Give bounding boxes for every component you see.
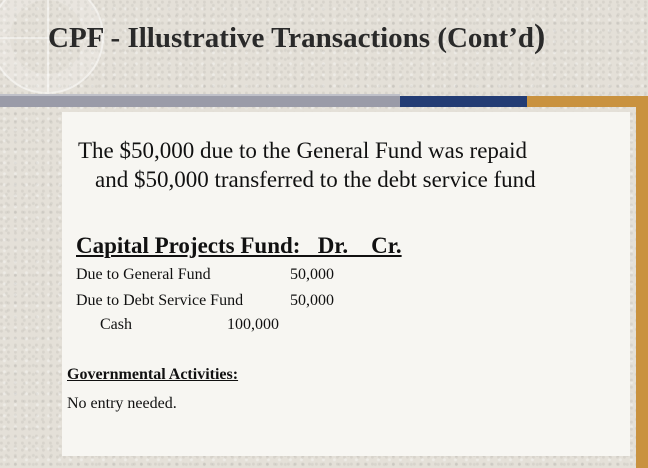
side-accent-bar bbox=[636, 107, 648, 468]
divider-bar-gold bbox=[527, 96, 648, 107]
divider-bar-grey bbox=[0, 96, 400, 107]
entry-credit-amount: 100,000 bbox=[227, 316, 279, 333]
journal-heading: Capital Projects Fund: Dr. Cr. bbox=[76, 233, 402, 258]
slide-title bbox=[48, 18, 545, 56]
intro-line-1: The $50,000 due to the General Fund was repaid bbox=[78, 138, 528, 163]
intro-line-2: and $50,000 transferred to the debt service fund bbox=[95, 167, 536, 192]
divider-bar-blue bbox=[400, 96, 527, 107]
entry-debit-amount: 50,000 bbox=[290, 292, 334, 309]
gov-activities-note: No entry needed. bbox=[67, 395, 177, 412]
entry-account: Due to General Fund bbox=[76, 266, 211, 283]
slide-title-paren: ) bbox=[534, 18, 546, 55]
slide-title-text: CPF - Illustrative Transactions (Cont’d bbox=[48, 22, 535, 54]
intro-text bbox=[78, 136, 536, 194]
entry-account: Due to Debt Service Fund bbox=[76, 292, 244, 309]
gov-activities-heading: Governmental Activities: bbox=[67, 366, 239, 383]
entry-debit-amount: 50,000 bbox=[290, 266, 334, 283]
entry-account: Cash bbox=[100, 316, 132, 333]
